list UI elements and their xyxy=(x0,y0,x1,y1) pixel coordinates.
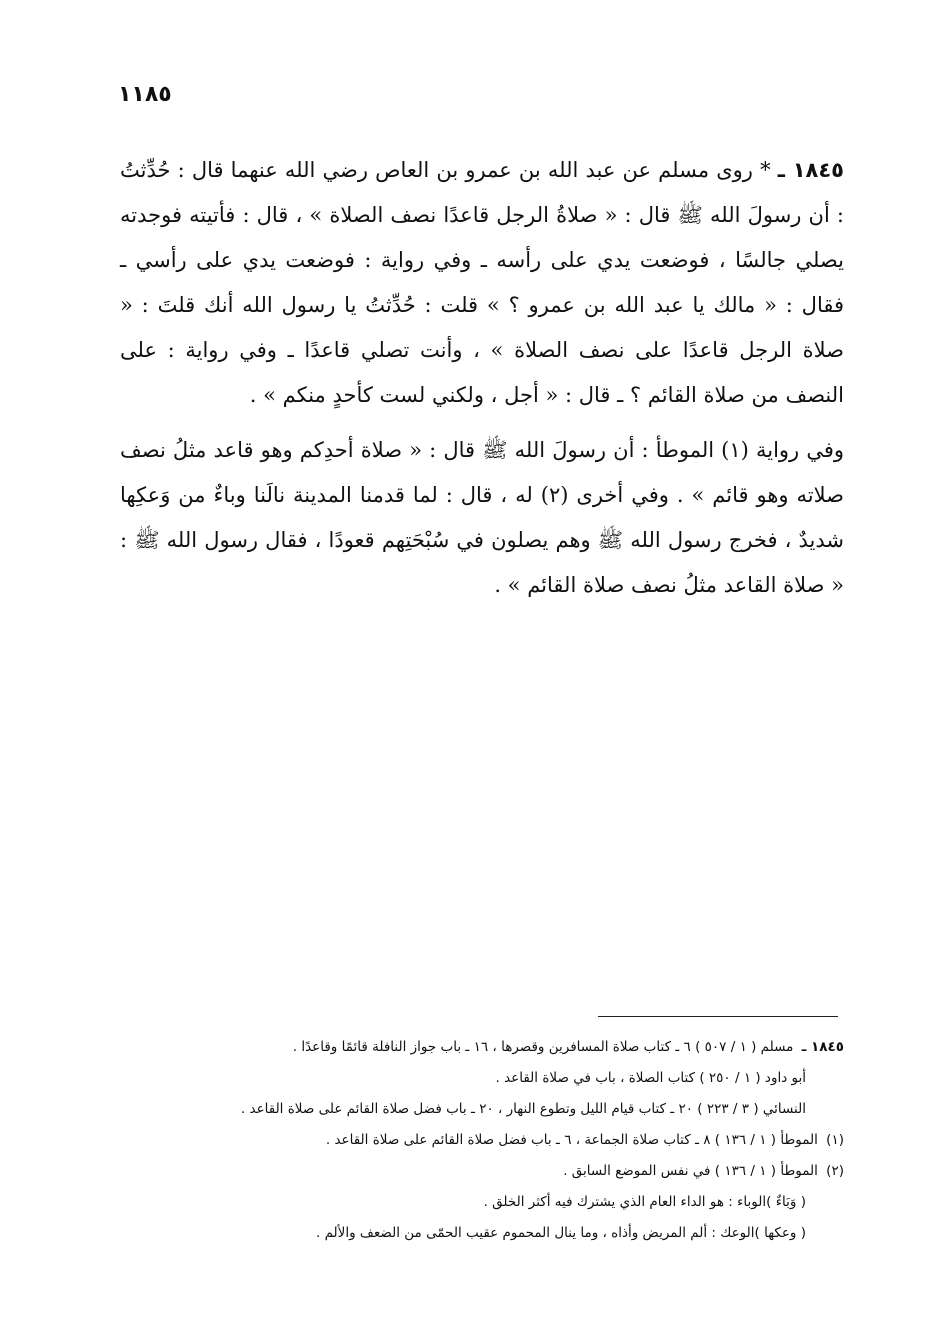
footnote-divider xyxy=(598,1016,838,1017)
footnotes xyxy=(120,1032,844,1249)
paragraph-text: وفي رواية (١) الموطأ : أن رسولَ الله ﷺ قال : « صلاة أحدِكم وهو قاعد مثلُ نصف صلاته وهو قائم » . وفي أخرى (٢) له ، قال : لما قدمنا المدينة نالَنا وباءٌ من وَعكِها شديدٌ ، فخرج رسول الله ﷺ وهم يصلون في سُبْحَتِهم قعودًا ، فقال رسول الله ﷺ : « صلاة القاعد مثلُ نصف صلاة القائم » . xyxy=(120,438,844,597)
paragraph-muwatta xyxy=(120,428,844,608)
footnote-definition-waba: ( وَبَاءٌ )الوباء : هو الداء العام الذي يشترك فيه أكثر الخلق . xyxy=(483,1194,806,1210)
page-number: ١١٨٥ xyxy=(118,82,172,107)
footnote-nasai: النسائي ( ٣ / ٢٢٣ ) ٢٠ ـ كتاب قيام الليل وتطوع النهار ، ٢٠ ـ باب فضل صلاة القائم على صلاة القاعد . xyxy=(240,1101,806,1117)
main-text xyxy=(120,148,844,608)
footnote-number: ١٨٤٥ ـ xyxy=(801,1039,844,1055)
footnote-1 xyxy=(120,1125,844,1156)
paragraph-text: * روى مسلم عن عبد الله بن عمرو بن العاص رضي الله عنهما قال : حُدِّثتُ : أن رسولَ الله ﷺ قال : « صلاةُ الرجل قاعدًا نصف الصلاة » ، قال : فأتيته فوجدته يصلي جالسًا ، فوضعت يدي على رأسه ـ وفي رواية : فوضعت يدي على رأسي ـ فقال : « مالك يا عبد الله بن عمرو ؟ » قلت : حُدِّثتُ يا رسول الله أنك قلتَ : « صلاة الرجل قاعدًا على نصف الصلاة » ، وأنت تصلي قاعدًا ـ وفي رواية : على النصف من صلاة القائم ؟ ـ قال : « أجل ، ولكني لست كأحدٍ منكم » . xyxy=(120,158,844,407)
footnote-number: (١) xyxy=(826,1132,844,1148)
footnote-2 xyxy=(120,1156,844,1187)
footnote-number: (٢) xyxy=(826,1163,844,1179)
footnote-text: الموطأ ( ١ / ١٣٦ ) في نفس الموضع السابق . xyxy=(563,1163,818,1179)
hadith-number: ١٨٤٥ ـ xyxy=(777,158,844,182)
footnote-text: مسلم ( ١ / ٥٠٧ ) ٦ ـ كتاب صلاة المسافرين وقصرها ، ١٦ ـ باب جواز النافلة قائمًا وقاعدًا . xyxy=(292,1039,794,1055)
footnote-text: الموطأ ( ١ / ١٣٦ ) ٨ ـ كتاب صلاة الجماعة ، ٦ ـ باب فضل صلاة القائم على صلاة القاعد . xyxy=(325,1132,818,1148)
paragraph-hadith-1845 xyxy=(120,148,844,418)
footnote-abu-dawud: أبو داود ( ١ / ٢٥٠ ) كتاب الصلاة ، باب في صلاة القاعد . xyxy=(495,1070,806,1086)
footnote-1845 xyxy=(120,1032,844,1063)
footnote-definition-wak: ( وعكها )الوعك : ألم المريض وأذاه ، وما ينال المحموم عقيب الحمّى من الضعف والألم . xyxy=(315,1225,806,1241)
